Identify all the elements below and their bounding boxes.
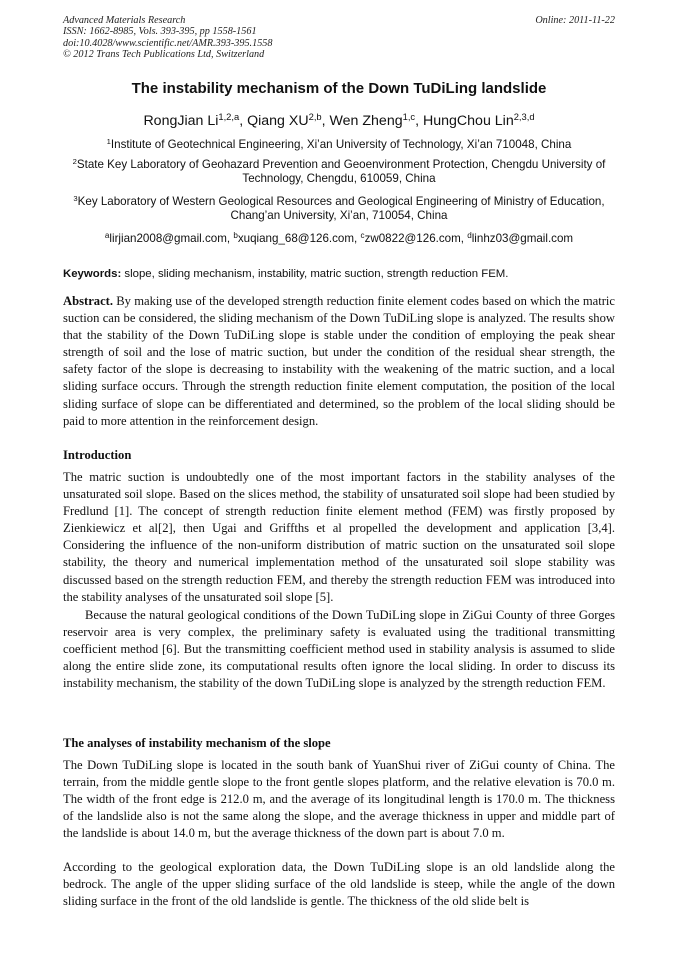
affiliation-2: $^2$State Key Laboratory of Geohazard Prevention and Geoenvironment Protection, Chengdu University of Technology, Chengdu, 610059, China: [72, 156, 606, 186]
author-name: HungChou Lin: [423, 113, 514, 129]
email[interactable]: $^c$zw0822@126.com: [360, 230, 461, 245]
author-affil-mark: 2,3,d: [513, 111, 535, 122]
author: Qiang XU$^{2,b}$,: [247, 111, 330, 129]
author-name: RongJian Li: [143, 113, 219, 129]
email[interactable]: $^d$linhz03@gmail.com: [467, 230, 574, 245]
journal-header: [63, 15, 615, 60]
paper-title: The instability mechanism of the Down TuDiLing landslide: [131, 80, 547, 97]
author-affil-mark: 2,b: [308, 111, 322, 122]
abstract-text: By making use of the developed strength reduction finite element codes based on which the matric suction can be considered, the sliding mechanism of the Down TuDiLing slope is analyzed. The results show that the stability of the Down TuDiLing slope is stable under the condition of employing the peak shear strength of soil and the lose of matric suction, but under the condition of the residual shear strength, the safety factor of the slope is decreasing to instability with the weakening of the matric suction, and a local sliding surface occurs. Through the strength reduction finite element computation, the position of the local sliding surface of slope can be differentiated and determined, so the problem of the local sliding should be paid to more attention in the reinforcement design.: [63, 294, 615, 428]
author: Wen Zheng$^{1,c}$,: [329, 111, 423, 129]
email[interactable]: $^b$xuqiang_68@126.com: [233, 230, 355, 245]
author-affil-mark: 1,2,a: [218, 111, 240, 122]
journal-name: Advanced Materials Research: [63, 15, 186, 26]
issn-line: ISSN: 1662-8985, Vols. 393-395, pp 1558-1561: [63, 26, 257, 38]
copyright-line: © 2012 Trans Tech Publications Ltd, Switzerland: [63, 48, 265, 60]
intro-paragraph-2: Because the natural geological conditions of the Down TuDiLing slope in ZiGui County of three Gorges reservoir area is very complex, the preliminary safety is evaluated using the traditional transmitting coefficient method [6]. But the transmitting coefficient method used in stability analysis is assumed to slide along the entire slide zone, its computational results often ignore the local sliding. In order to discuss its instability mechanism, the stability of the down TuDiLing slope is analyzed by the strength reduction FEM.: [63, 608, 615, 691]
online-date: Online: 2011-11-22: [535, 15, 615, 26]
analysis-paragraph-1: The Down TuDiLing slope is located in the south bank of YuanShui river of ZiGui county of China. The terrain, from the middle gentle slope to the front gentle slopes platform, and the relative elevation is 70.0 m. The width of the front edge is 212.0 m, and the average of its longitudinal length is 170.0 m. The thickness of the landslide also is not the same along the slope, and the average thickness in upper and middle part of the landslide is about 14.0 m, but the average thickness of the down part is about 7.0 m.: [63, 758, 615, 841]
email-list: $^a$lirjian2008@gmail.com, $^b$xuqiang_68@126.com, $^c$zw0822@126.com, $^d$linhz03@gmail.com: [104, 230, 574, 245]
author-name: Qiang XU: [247, 113, 309, 129]
author-affil-mark: 1,c: [402, 111, 416, 122]
author-name: Wen Zheng: [329, 113, 403, 129]
section-heading-analyses: The analyses of instability mechanism of the slope: [63, 736, 331, 750]
keywords: [63, 267, 615, 281]
affiliation-3: $^3$Key Laboratory of Western Geological Resources and Geological Engineering of Ministry of Education, Chang’an University, Xi’an, 710054, China: [73, 193, 605, 223]
author-list: [63, 113, 615, 130]
doi-line[interactable]: doi:10.4028/www.scientific.net/AMR.393-395.1558: [63, 37, 273, 49]
intro-paragraph-1: The matric suction is undoubtedly one of the most important factors in the stability analyses of the unsaturated soil slope. Based on the slices method, the stability of unsaturated soil slope had been studied by Fredlund [1]. The concept of strength reduction finite element method (FEM) was firstly proposed by Zienkiewicz et al[2], then Ugai and Griffths et al propelled the development and application [3,4]. Considering the influence of the non-uniform distribution of matric suction on the unsaturated soil slope stability, the theory and numerical implementation method of the unsaturated soil slope stability was discussed based on the strength reduction FEM, and thereby the strength reduction FEM was introduced into the stability analyses of the unsaturated soil slope [5].: [63, 470, 615, 604]
analysis-paragraph-2: According to the geological exploration data, the Down TuDiLing slope is an old landslide along the bedrock. The angle of the upper sliding surface of the old landslide is steep, while the angle of the down sliding surface in the front of the old landslide is gentle. The thickness of the old slide belt is: [63, 860, 615, 909]
author: RongJian Li$^{1,2,a}$,: [143, 111, 248, 129]
abstract: [63, 293, 615, 430]
keywords-label: Keywords:: [63, 268, 122, 280]
section-heading-introduction: Introduction: [63, 448, 132, 462]
email[interactable]: $^a$lirjian2008@gmail.com: [104, 230, 227, 245]
author: [423, 113, 535, 129]
affiliation-1: $^1$Institute of Geotechnical Engineering, Xi’an University of Technology, Xi’an 710048, China: [106, 136, 572, 151]
keywords-text: slope, sliding mechanism, instability, matric suction, strength reduction FEM.: [121, 268, 509, 280]
abstract-label: Abstract.: [63, 294, 114, 308]
